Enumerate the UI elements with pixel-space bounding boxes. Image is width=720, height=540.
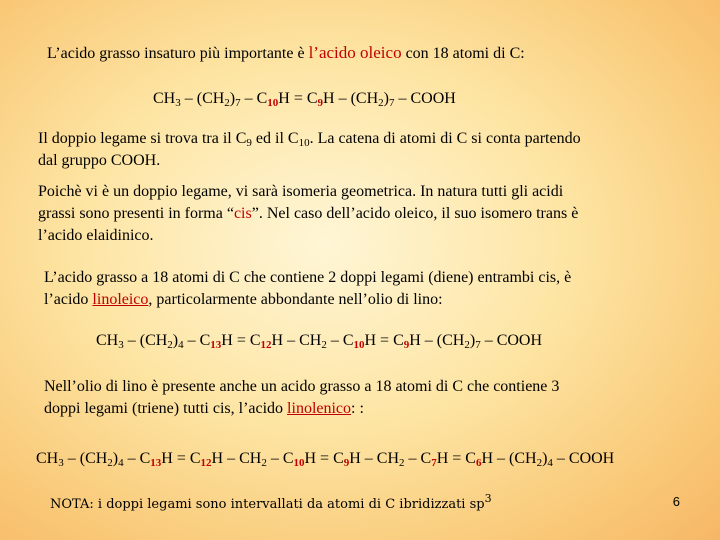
intro-line [47, 42, 525, 65]
note-line [50, 494, 492, 516]
paragraph-double-bond-line2: dal gruppo COOH. [38, 152, 161, 169]
paragraph-double-bond-line1: Il doppio legame si trova tra il $C_9$ ed il $C_{10}$. La catena di atomi di C si conta partendo [38, 130, 581, 149]
paragraph-linoleic-line2: l’acido linoleico, particolarmente abbondante nell’olio di lino: [44, 291, 443, 308]
paragraph-linolenic [44, 376, 559, 420]
intro-text-after: con 18 atomi di C: [401, 45, 525, 62]
note-superscript: 3 [484, 492, 492, 505]
intro-text-before: L’acido grasso insaturo più importante è [47, 45, 309, 62]
paragraph-linoleic [44, 267, 571, 311]
linolenico-highlight: linolenico [287, 400, 352, 417]
formula-oleic: $CH_3 - (CH_2)_7 - C_{10}H = C_9H - (CH_2)_7$ – COOH [153, 90, 456, 109]
paragraph-linolenic-line1: Nell’olio di lino è presente anche un acido grasso a 18 atomi di C che contiene 3 [44, 378, 560, 395]
formula-linoleic: $CH_3 - (CH_2)_4 - C_{13}H = C_{12}H - CH_2 - C_{10}H = C_9H - (CH_2)_7$ – COOH [96, 332, 543, 351]
paragraph-isomerism-line2: grassi sono presenti in forma “cis”. Nel caso dell’acido oleico, il suo isomero trans è [38, 205, 579, 222]
paragraph-isomerism-line3: l’acido elaidinico. [38, 227, 154, 244]
note-text: i doppi legami sono intervallati da atomi di C ibridizzati sp [93, 497, 485, 512]
paragraph-isomerism-line1: Poichè vi è un doppio legame, vi sarà isomeria geometrica. In natura tutti gli acidi [38, 183, 564, 200]
formula-linolenic: $CH_3 - (CH_2)_4 - C_{13}H = C_{12}H - CH_2 - C_{10}H = C_9H - CH_2 - C_7H = C_6H - (CH_2)_4$ – COOH [36, 450, 615, 469]
paragraph-linolenic-line2: doppi legami (triene) tutti cis, l’acido linolenico: : [44, 400, 364, 417]
paragraph-isomerism [38, 181, 578, 247]
acido-oleico-highlight: l’acido oleico [308, 43, 402, 62]
cis-highlight: cis [233, 205, 252, 222]
paragraph-double-bond [38, 128, 581, 172]
paragraph-linoleic-line1: L’acido grasso a 18 atomi di C che contiene 2 doppi legami (diene) entrambi cis, è [44, 269, 572, 286]
page-number: 6 [672, 494, 680, 509]
note-label: NOTA: [50, 497, 94, 512]
linoleico-highlight: linoleico [92, 291, 149, 308]
